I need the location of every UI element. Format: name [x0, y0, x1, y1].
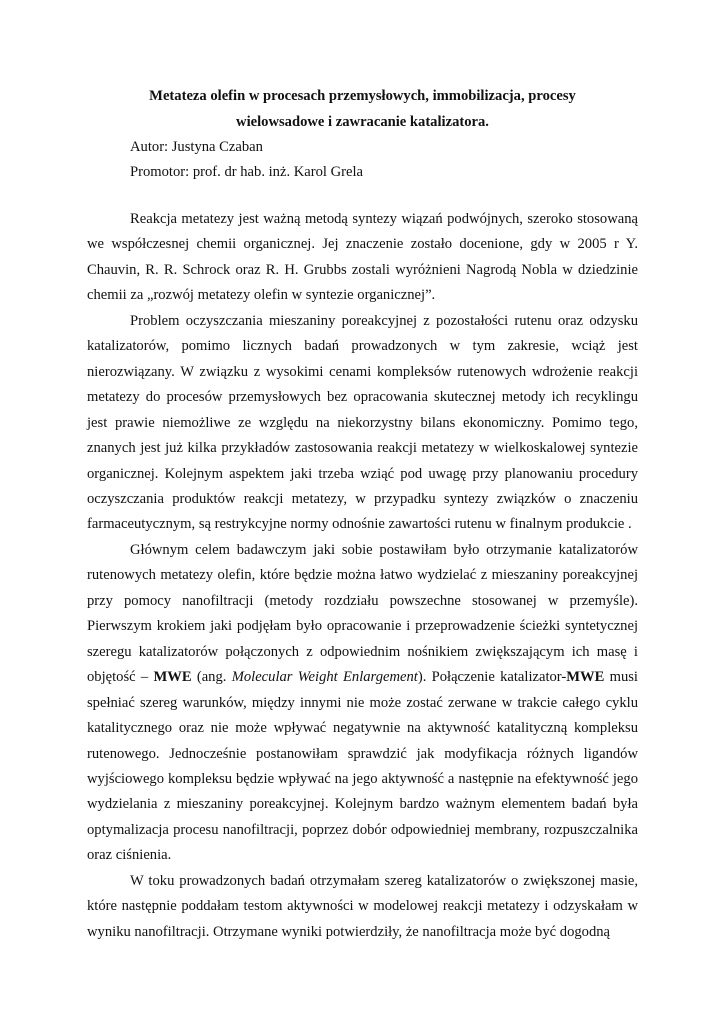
mwe-term-2: MWE [566, 669, 605, 686]
title-line-1: Metateza olefin w procesach przemysłowych, immobilizacja, procesy [149, 88, 576, 104]
paragraph-2: Problem oczyszczania mieszaniny poreakcyjnej z pozostałości rutenu oraz odzysku katalizatorów, pomimo licznych badań prowadzonych w tym zakresie, wciąż jest nierozwiązany. W związku z wysokimi cenami kompleksów rutenowych wdrożenie reakcji metatezy do procesów przemysłowych bez opracowania skutecznej metody ich recyklingu jest prawie niemożliwe ze względu na niekorzystny bilans ekonomiczny. Pomimo tego, znanych jest już kilka przykładów zastosowania reakcji metatezy w wielkoskalowej syntezie organicznej. Kolejnym aspektem jaki trzeba wziąć pod uwagę przy planowaniu procedury oczyszczania produktów reakcji metatezy, w przypadku syntezy związków o znaczeniu farmaceutycznym, są restrykcyjne normy odnośnie zawartości rutenu w finalnym produkcie . [87, 312, 638, 533]
supervisor-line: Promotor: prof. dr hab. inż. Karol Grela [130, 164, 364, 180]
english-term: Molecular Weight Enlargement [231, 669, 418, 686]
abstract-body [87, 207, 638, 945]
paragraph-1: Reakcja metatezy jest ważną metodą syntezy wiązań podwójnych, szeroko stosowaną we współczesnej chemii organicznej. Jej znaczenie zostało docenione, gdy w 2005 r Y. Chauvin, R. R. Schrock oraz R. H. Grubbs zostali wyróżnieni Nagrodą Nobla w dziedzinie chemii za „rozwój metatezy olefin w syntezie organicznej”. [87, 211, 638, 304]
paragraph-3-part-1: Głównym celem badawczym jaki sobie postawiłam było otrzymanie katalizatorów rutenowych metatezy olefin, które będzie można łatwo wydzielać z mieszaniny poreakcyjnej przy pomocy nanofiltracji (metody rozdziału powszechne stosowanej w przemyśle). Pierwszym krokiem jaki podjęłam było opracowanie i przeprowadzenie ścieżki syntetycznej szeregu katalizatorów połączonych z odpowiednim nośnikiem zwiększającym ich masę i objętość – [87, 541, 638, 686]
paragraph-4: W toku prowadzonych badań otrzymałam szereg katalizatorów o zwiększonej masie, które następnie poddałam testom aktywności w modelowej reakcji metatezy i odzyskałam w wyniku nanofiltracji. Otrzymane wyniki potwierdziły, że nanofiltracja może być dogodną [87, 872, 638, 940]
paragraph-3-part-3: ). Połączenie katalizator- [417, 669, 567, 686]
paragraph-3 [87, 538, 638, 869]
title-line-2: wielowsadowe i zawracanie katalizatora. [236, 114, 489, 130]
paragraph-3-part-2: (ang. [191, 669, 232, 686]
author-line: Autor: Justyna Czaban [130, 139, 263, 155]
paragraph-3-part-4: musi spełniać szereg warunków, między innymi nie może zostać zerwane w trakcie całego cyklu katalitycznego oraz nie może wpływać negatywnie na aktywność katalityczną kompleksu rutenowego. Jednocześnie postanowiłam sprawdzić jak modyfikacja różnych ligandów wyjściowego kompleksu będzie wpływać na jego aktywność a następnie na efektywność jego wydzielania z mieszaniny poreakcyjnej. Kolejnym bardzo ważnym elementem badań była optymalizacja procesu nanofiltracji, poprzez dobór odpowiedniej membrany, rozpuszczalnika oraz ciśnienia. [87, 669, 638, 864]
mwe-term: MWE [153, 669, 192, 686]
